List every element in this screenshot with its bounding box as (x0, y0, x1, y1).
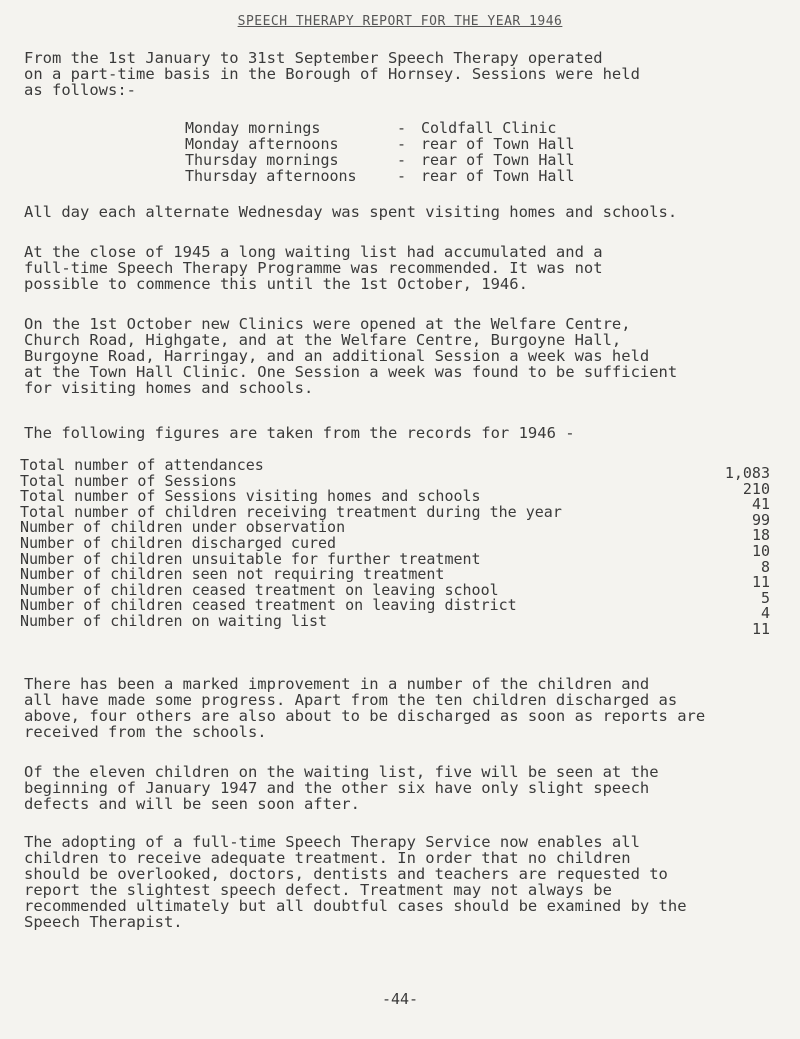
stat-label: Total number of Sessions visiting homes and schools (20, 487, 481, 506)
stat-label: Number of children seen not requiring treatment (20, 565, 445, 584)
stat-value: 10 (751, 541, 770, 560)
stat-label: Number of children discharged cured (20, 533, 337, 552)
new-clinics-paragraph: On the 1st October new Clinics were opened at the Welfare Centre, Church Road, Highgate, and at the Welfare Centre, Burgoyne Hall, Burgoyne Road, Harringay, and an additional Session a week was held at the Town Hall Clinic. One Session a week was found to be sufficient for visiting homes and schools. (24, 315, 678, 397)
intro-paragraph: From the 1st January to 31st September Speech Therapy operated on a part-time basis in the Borough of Hornsey. Sessions were held as follows:- (24, 49, 640, 99)
schedule-dash: - (397, 135, 407, 153)
schedule-day: Monday mornings (185, 119, 321, 137)
schedule-location: Coldfall Clinic (421, 119, 557, 137)
stat-row (20, 611, 770, 638)
statistics-table (20, 456, 770, 638)
waiting-list-children-paragraph: Of the eleven children on the waiting list, five will be seen at the beginning of January 1947 and the other six have only slight speech defects and will be seen soon after. (24, 763, 659, 813)
schedule-day: Thursday afternoons (185, 167, 357, 185)
figures-intro-paragraph: The following figures are taken from the records for 1946 - (24, 424, 575, 442)
stat-value: 41 (751, 495, 770, 514)
stat-value: 4 (760, 604, 770, 623)
stat-label: Total number of children receiving treatment during the year (20, 502, 562, 521)
stat-value: 11 (751, 573, 770, 592)
stat-value: 8 (760, 557, 770, 576)
schedule-row (185, 136, 685, 152)
stat-label: Number of children on waiting list (20, 611, 328, 630)
schedule-day: Thursday mornings (185, 151, 339, 169)
stat-label: Number of children under observation (20, 518, 346, 537)
schedule-location: rear of Town Hall (421, 135, 575, 153)
schedule-day: Monday afternoons (185, 135, 339, 153)
schedule-row (185, 168, 685, 184)
stat-value: 210 (742, 479, 770, 498)
schedule-dash: - (397, 151, 407, 169)
schedule-row (185, 120, 685, 136)
session-schedule (185, 120, 685, 184)
page-number: -44- (381, 990, 419, 1008)
stat-value: 1,083 (724, 464, 770, 482)
stat-value: 18 (751, 526, 770, 545)
alternate-wednesday-paragraph: All day each alternate Wednesday was spent visiting homes and schools. (24, 203, 678, 221)
schedule-location: rear of Town Hall (421, 151, 575, 169)
schedule-location: rear of Town Hall (421, 167, 575, 185)
stat-label: Total number of attendances (20, 456, 264, 474)
waiting-list-paragraph: At the close of 1945 a long waiting list had accumulated and a full-time Speech Therapy Programme was recommended. It was not possible to commence this until the 1st October, 1946. (24, 243, 603, 293)
stat-value: 99 (751, 510, 770, 529)
stat-value: 11 (751, 619, 770, 638)
stat-label: Number of children ceased treatment on leaving school (20, 580, 499, 599)
schedule-dash: - (397, 167, 407, 185)
improvement-paragraph: There has been a marked improvement in a number of the children and all have made some progress. Apart from the ten children discharged as above, four others are also about to be discharged as soon as reports are received from the schools. (24, 675, 706, 741)
stat-value: 5 (760, 588, 770, 607)
schedule-row (185, 152, 685, 168)
stat-label: Total number of Sessions (20, 471, 237, 490)
full-time-service-paragraph: The adopting of a full-time Speech Therapy Service now enables all children to receive adequate treatment. In order that no children should be overlooked, doctors, dentists and teachers are requested to report the slightest speech defect. Treatment may not always be recommended ultimately but all doubtful cases should be examined by the Speech Therapist. (24, 833, 687, 931)
stat-label: Number of children unsuitable for further treatment (20, 549, 481, 568)
schedule-dash: - (397, 119, 407, 137)
stat-label: Number of children ceased treatment on leaving district (20, 596, 517, 615)
report-title: SPEECH THERAPY REPORT FOR THE YEAR 1946 (237, 14, 563, 29)
